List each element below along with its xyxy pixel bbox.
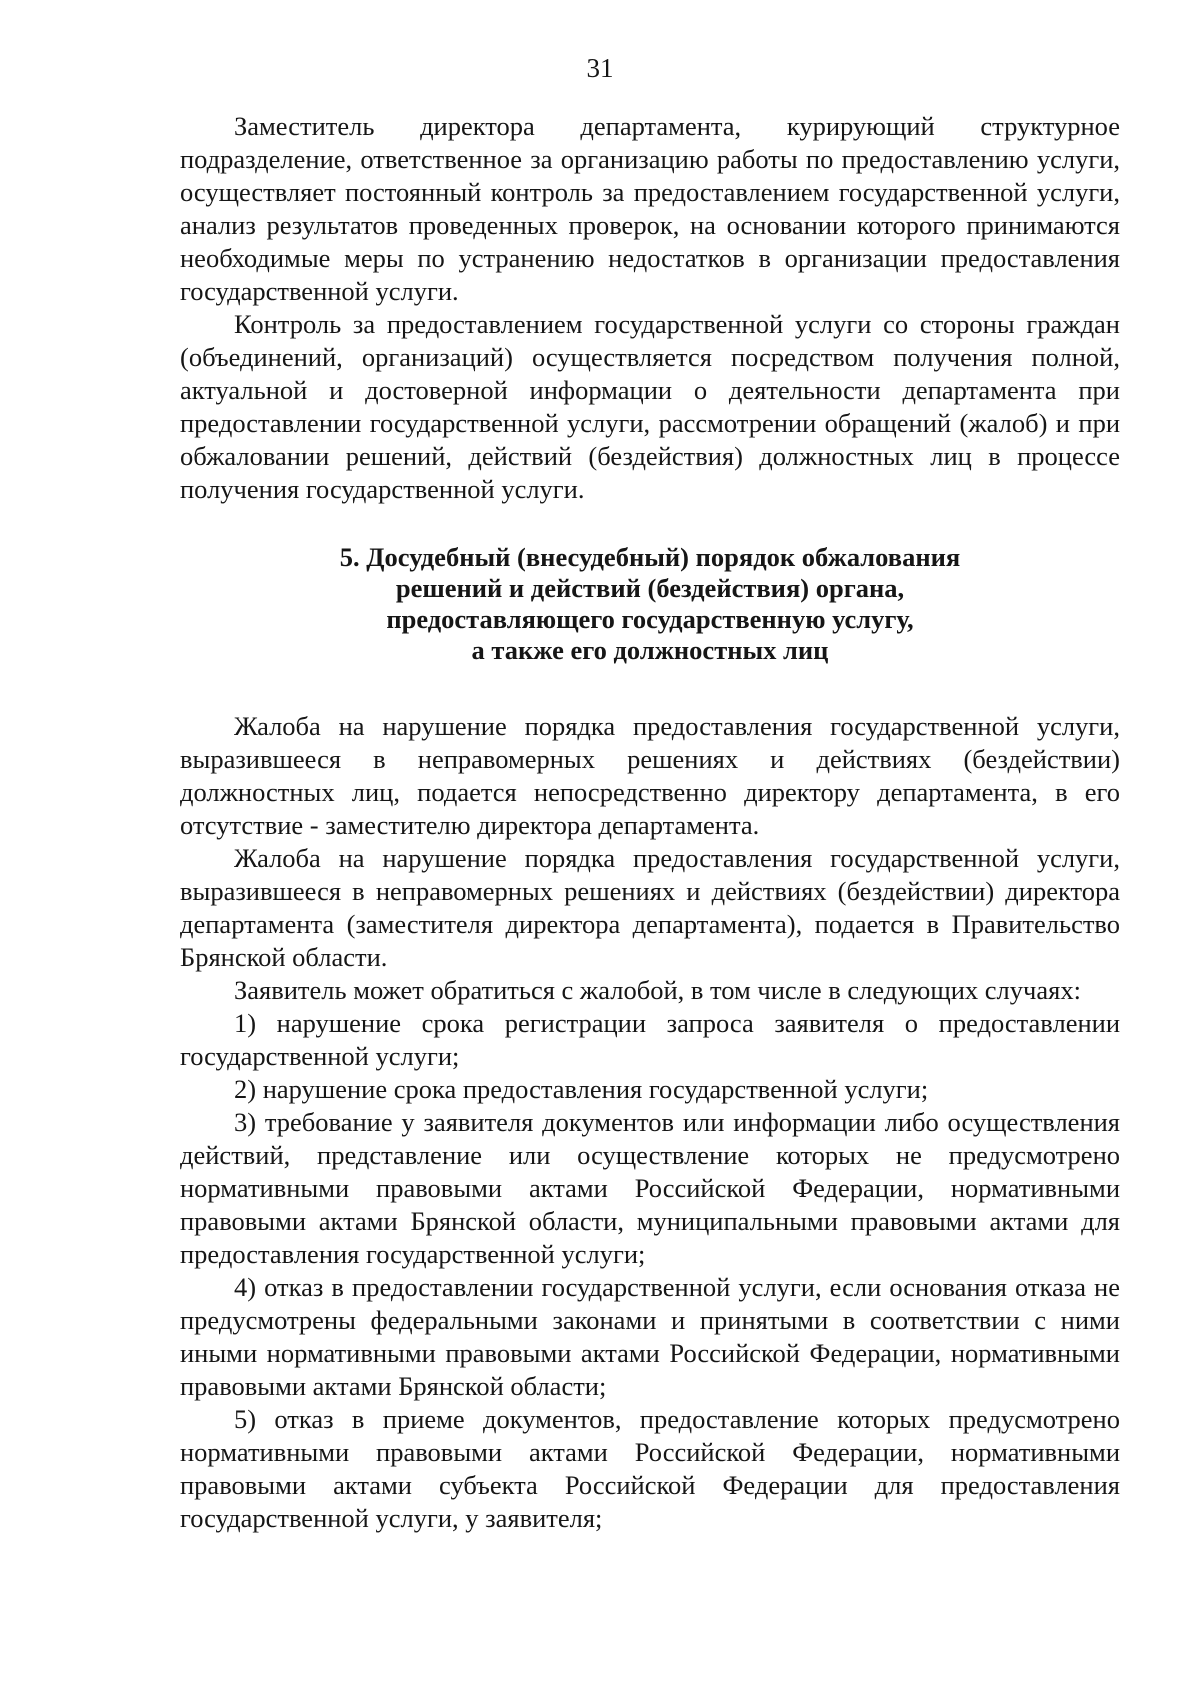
list-item-case-5: 5) отказ в приеме документов, предоставление которых предусмотрено нормативными правовыми актами Российской Федерации, нормативными правовыми актами субъекта Российской Федерации для предоставления государственной услуги, у заявителя; xyxy=(180,1404,1120,1533)
paragraph-complaint-to-government: Жалоба на нарушение порядка предоставления государственной услуги, выразившееся в неправомерных решениях и действиях (бездействии) директора департамента (заместителя директора департамента), подается в Правительство Брянской области. xyxy=(180,843,1120,972)
section-heading xyxy=(180,542,1120,666)
paragraph-deputy-director-control: Заместитель директора департамента, курирующий структурное подразделение, ответственное за организацию работы по предоставлению услуги, осуществляет постоянный контроль за предоставлением государственной услуги, анализ результатов проведенных проверок, на основании которого принимаются необходимые меры по устранению недостатков в организации предоставления государственной услуги. xyxy=(180,111,1120,306)
list-item-case-4: 4) отказ в предоставлении государственной услуги, если основания отказа не предусмотрены федеральными законами и принятыми в соответствии с ними иными нормативными правовыми актами Российской Федерации, нормативными правовыми актами Брянской области; xyxy=(180,1272,1120,1401)
section-heading-line: 5. Досудебный (внесудебный) порядок обжалования xyxy=(339,542,961,572)
section-heading-line: решений и действий (бездействия) органа, xyxy=(395,573,905,603)
section-heading-line: предоставляющего государственную услугу, xyxy=(386,604,914,634)
list-item-case-2: 2) нарушение срока предоставления государственной услуги; xyxy=(234,1074,929,1104)
section-heading-line: а также его должностных лиц xyxy=(471,635,829,665)
paragraph-complaint-cases-intro: Заявитель может обратиться с жалобой, в том числе в следующих случаях: xyxy=(234,975,1081,1005)
list-item-case-1: 1) нарушение срока регистрации запроса заявителя о предоставлении государственной услуги; xyxy=(180,1008,1120,1071)
paragraph-citizen-control: Контроль за предоставлением государственной услуги со стороны граждан (объединений, организаций) осуществляется посредством получения полной, актуальной и достоверной информации о деятельности департамента при предоставлении государственной услуги, рассмотрении обращений (жалоб) и при обжаловании решений, действий (бездействия) должностных лиц в процессе получения государственной услуги. xyxy=(180,309,1120,504)
paragraph-complaint-to-director: Жалоба на нарушение порядка предоставления государственной услуги, выразившееся в неправомерных решениях и действиях (бездействии) должностных лиц, подается непосредственно директору департамента, в его отсутствие - заместителю директора департамента. xyxy=(180,711,1120,840)
list-item-case-3: 3) требование у заявителя документов или информации либо осуществления действий, представление или осуществление которых не предусмотрено нормативными правовыми актами Российской Федерации, нормативными правовыми актами Брянской области, муниципальными правовыми актами для предоставления государственной услуги; xyxy=(180,1107,1120,1269)
document-body xyxy=(180,110,1120,1535)
page-number: 31 xyxy=(586,53,614,83)
